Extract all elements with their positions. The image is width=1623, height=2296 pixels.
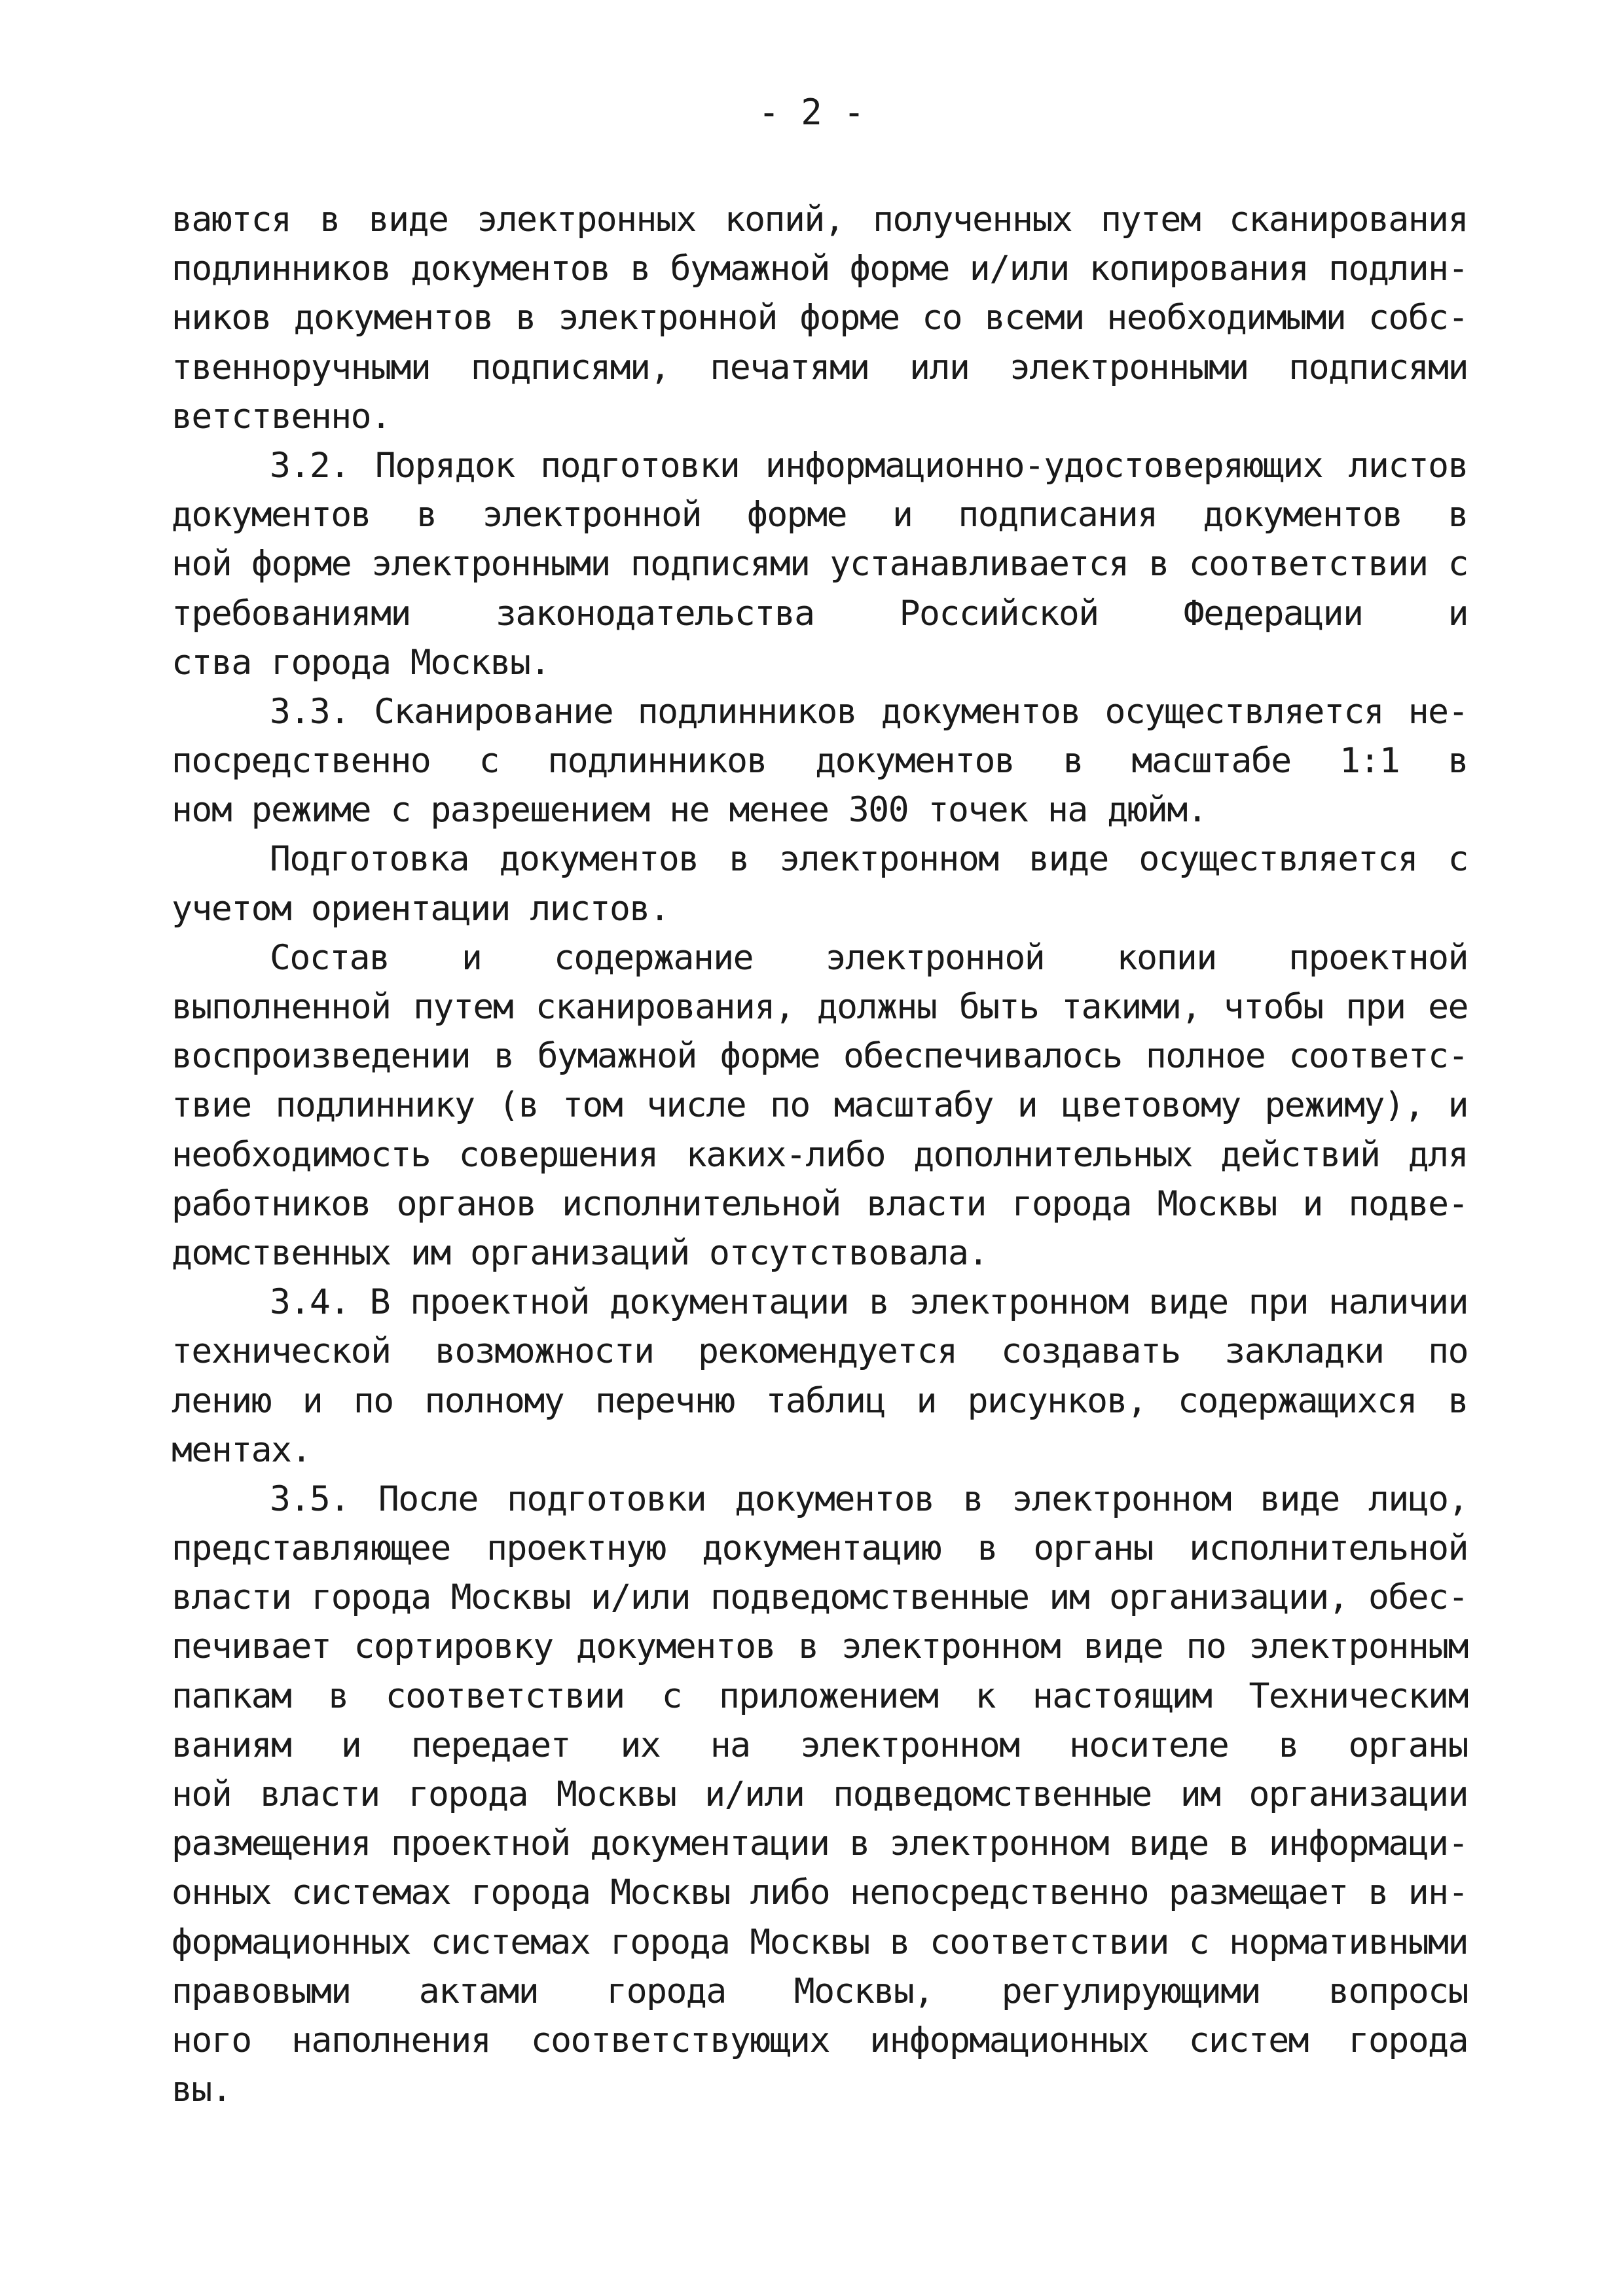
text-line: онных системах города Москвы либо непосредственно размещает в ин- — [172, 1873, 1468, 1913]
text-line: ваниям и передает их на электронном носителе в органы — [172, 1725, 1468, 1765]
text-line: воспроизведении в бумажной форме обеспечивалось полное соответс- — [172, 1036, 1468, 1077]
text-line: твие подлиннику (в том числе по масштабу и цветовому режиму), и — [172, 1085, 1468, 1126]
text-line: 3.2. Порядок подготовки информационно-удостоверяющих листов — [270, 445, 1468, 486]
page-number: - 2 - — [758, 92, 865, 133]
text-line: формационных системах города Москвы в соответствии с нормативными — [172, 1922, 1468, 1962]
text-line: 3.4. В проектной документации в электронном виде при наличии — [270, 1282, 1468, 1323]
text-line: ветственно. — [172, 396, 391, 437]
text-line: твенноручными подписями, печатями или электронными подписями — [172, 347, 1468, 387]
text-line: правовыми актами города Москвы, регулирующими вопросы — [172, 1971, 1468, 2011]
text-line: домственных им организаций отсутствовала. — [172, 1232, 988, 1273]
text-line: подлинников документов в бумажной форме и/или копирования подлин- — [172, 249, 1468, 289]
text-line: печивает сортировку документов в электронном виде по электронным — [172, 1626, 1468, 1667]
text-line: работников органов исполнительной власти города Москвы и подве- — [172, 1183, 1468, 1224]
text-line: лению и по полному перечню таблиц и рисунков, содержащихся в — [172, 1380, 1468, 1421]
text-line: власти города Москвы и/или подведомственные им организации, обес- — [172, 1577, 1468, 1618]
text-line: 3.3. Сканирование подлинников документов осуществляется не- — [270, 691, 1468, 732]
text-line: требованиями законодательства Российской Федерации и — [172, 593, 1468, 634]
text-line: выполненной путем сканирования, должны быть такими, чтобы при ее — [172, 987, 1468, 1027]
text-line: ной форме электронными подписями устанавливается в соответствии с — [172, 544, 1468, 584]
text-line: ваются в виде электронных копий, полученных путем сканирования — [172, 200, 1468, 240]
text-line: ного наполнения соответствующих информационных систем города — [172, 2020, 1468, 2060]
text-line: ства города Москвы. — [172, 642, 550, 683]
text-line: представляющее проектную документацию в органы исполнительной — [172, 1528, 1468, 1569]
text-line: ном режиме с разрешением не менее 300 точек на дюйм. — [172, 790, 1207, 831]
text-line: папкам в соответствии с приложением к настоящим Техническим — [172, 1676, 1468, 1716]
text-line: ников документов в электронной форме со всеми необходимыми собс- — [172, 298, 1468, 338]
text-line: размещения проектной документации в электронном виде в информаци- — [172, 1823, 1468, 1864]
text-line: посредственно с подлинников документов в масштабе 1:1 в — [172, 741, 1468, 781]
text-line: 3.5. После подготовки документов в электронном виде лицо, — [270, 1479, 1468, 1519]
text-line: необходимость совершения каких-либо дополнительных действий для — [172, 1134, 1468, 1175]
document-body — [172, 195, 1468, 2114]
text-line: Подготовка документов в электронном виде осуществляется с — [270, 839, 1468, 880]
text-line: учетом ориентации листов. — [172, 888, 670, 929]
text-line: вы. — [172, 2070, 232, 2110]
text-line: ментах. — [172, 1429, 311, 1470]
text-line: технической возможности рекомендуется создавать закладки по — [172, 1331, 1468, 1372]
text-line: Состав и содержание электронной копии проектной — [270, 937, 1468, 978]
text-line: ной власти города Москвы и/или подведомственные им организации — [172, 1774, 1468, 1814]
text-line: документов в электронной форме и подписания документов в — [172, 495, 1468, 535]
